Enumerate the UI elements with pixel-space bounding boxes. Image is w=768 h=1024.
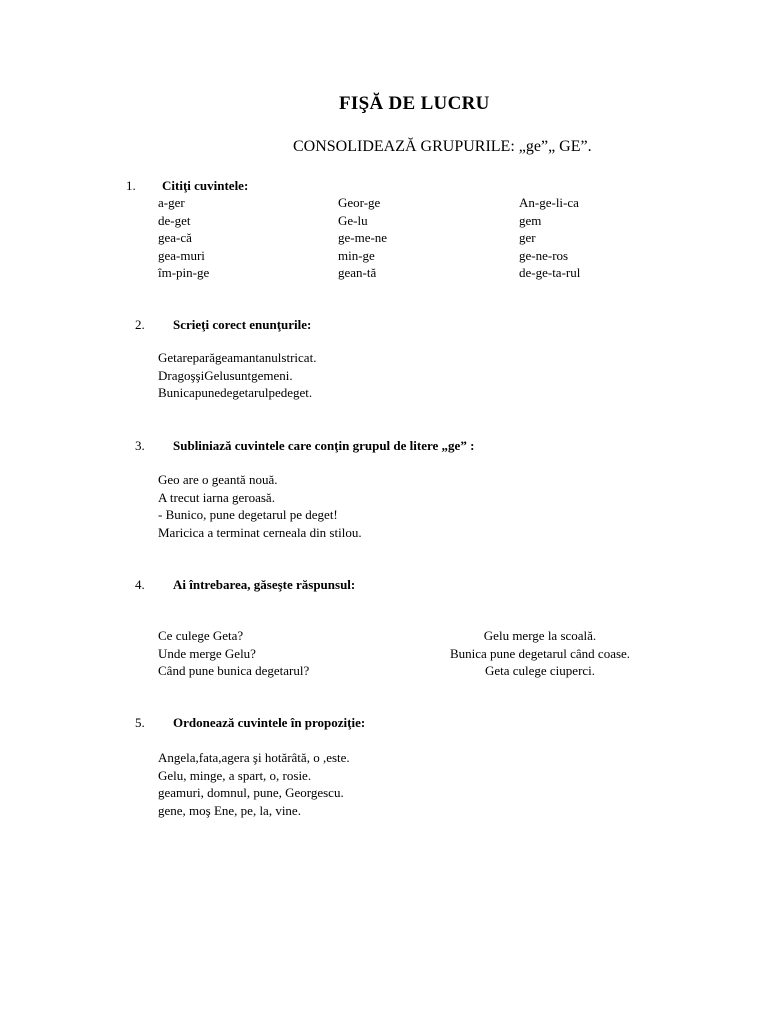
exercise-4-heading: Ai întrebarea, găseşte răspunsul: xyxy=(173,577,356,592)
sentence: Bunicapunedegetarulpedeget. xyxy=(158,385,313,400)
exercise-4-number: 4. xyxy=(135,577,145,592)
exercise-4-answers xyxy=(420,627,660,680)
word: de-get xyxy=(158,212,191,228)
word: a-ger xyxy=(158,195,185,210)
word: îm-pin-ge xyxy=(158,265,210,280)
answer: Bunica pune degetarul când coase. xyxy=(449,645,631,661)
answer: Geta culege ciuperci. xyxy=(484,663,596,678)
word: gean-tă xyxy=(338,265,377,280)
page-subtitle: CONSOLIDEAZĂ GRUPURILE: „ge”„ GE”. xyxy=(293,138,592,155)
exercise-1-heading: Citiţi cuvintele: xyxy=(162,178,249,193)
exercise-1-column-1 xyxy=(158,194,209,282)
sentence: Getareparăgeamantanulstricat. xyxy=(158,350,317,365)
word: ge-me-ne xyxy=(338,230,388,245)
exercise-3-lines xyxy=(158,471,362,541)
word: gea-muri xyxy=(158,247,205,263)
question: Când pune bunica degetarul? xyxy=(158,663,310,678)
word-list: geamuri, domnul, pune, Georgescu. xyxy=(158,785,344,800)
word: de-ge-ta-rul xyxy=(519,265,581,280)
word: gea-că xyxy=(158,230,192,245)
exercise-2-heading: Scrieţi corect enunţurile: xyxy=(173,317,312,332)
sentence: Maricica a terminat cerneala din stilou. xyxy=(158,524,362,540)
page-title: FIŞĂ DE LUCRU xyxy=(339,93,490,114)
word-list: Angela,fata,agera şi hotărâtă, o ,este. xyxy=(158,750,350,765)
exercise-2-lines xyxy=(158,349,316,402)
exercise-5-lines xyxy=(158,749,350,819)
word: Geor-ge xyxy=(338,195,381,210)
exercise-5-number: 5. xyxy=(135,715,145,730)
sentence: - Bunico, pune degetarul pe deget! xyxy=(158,507,338,522)
exercise-3-number: 3. xyxy=(135,438,145,453)
exercise-1-column-2 xyxy=(338,194,387,282)
exercise-1-column-3 xyxy=(519,194,580,282)
word-list: Gelu, minge, a spart, o, rosie. xyxy=(158,767,312,783)
sentence: DragoşşiGelusuntgemeni. xyxy=(158,367,293,383)
exercise-3-heading: Subliniază cuvintele care conţin grupul de litere „ge” : xyxy=(173,438,475,453)
question: Ce culege Geta? xyxy=(158,628,244,643)
question: Unde merge Gelu? xyxy=(158,645,256,661)
word: An-ge-li-ca xyxy=(519,195,579,210)
word: gem xyxy=(519,212,542,228)
answer: Gelu merge la scoală. xyxy=(483,628,597,643)
word: ge-ne-ros xyxy=(519,247,569,263)
exercise-4-questions xyxy=(158,627,309,680)
word: ger xyxy=(519,230,536,245)
sentence: Geo are o geantă nouă. xyxy=(158,472,278,487)
word-list: gene, moş Ene, pe, la, vine. xyxy=(158,802,301,818)
exercise-2-number: 2. xyxy=(135,317,145,332)
exercise-5-heading: Ordonează cuvintele în propoziţie: xyxy=(173,715,366,730)
exercise-1-number: 1. xyxy=(126,178,136,193)
sentence: A trecut iarna geroasă. xyxy=(158,489,275,505)
word: min-ge xyxy=(338,247,375,263)
word: Ge-lu xyxy=(338,212,368,228)
